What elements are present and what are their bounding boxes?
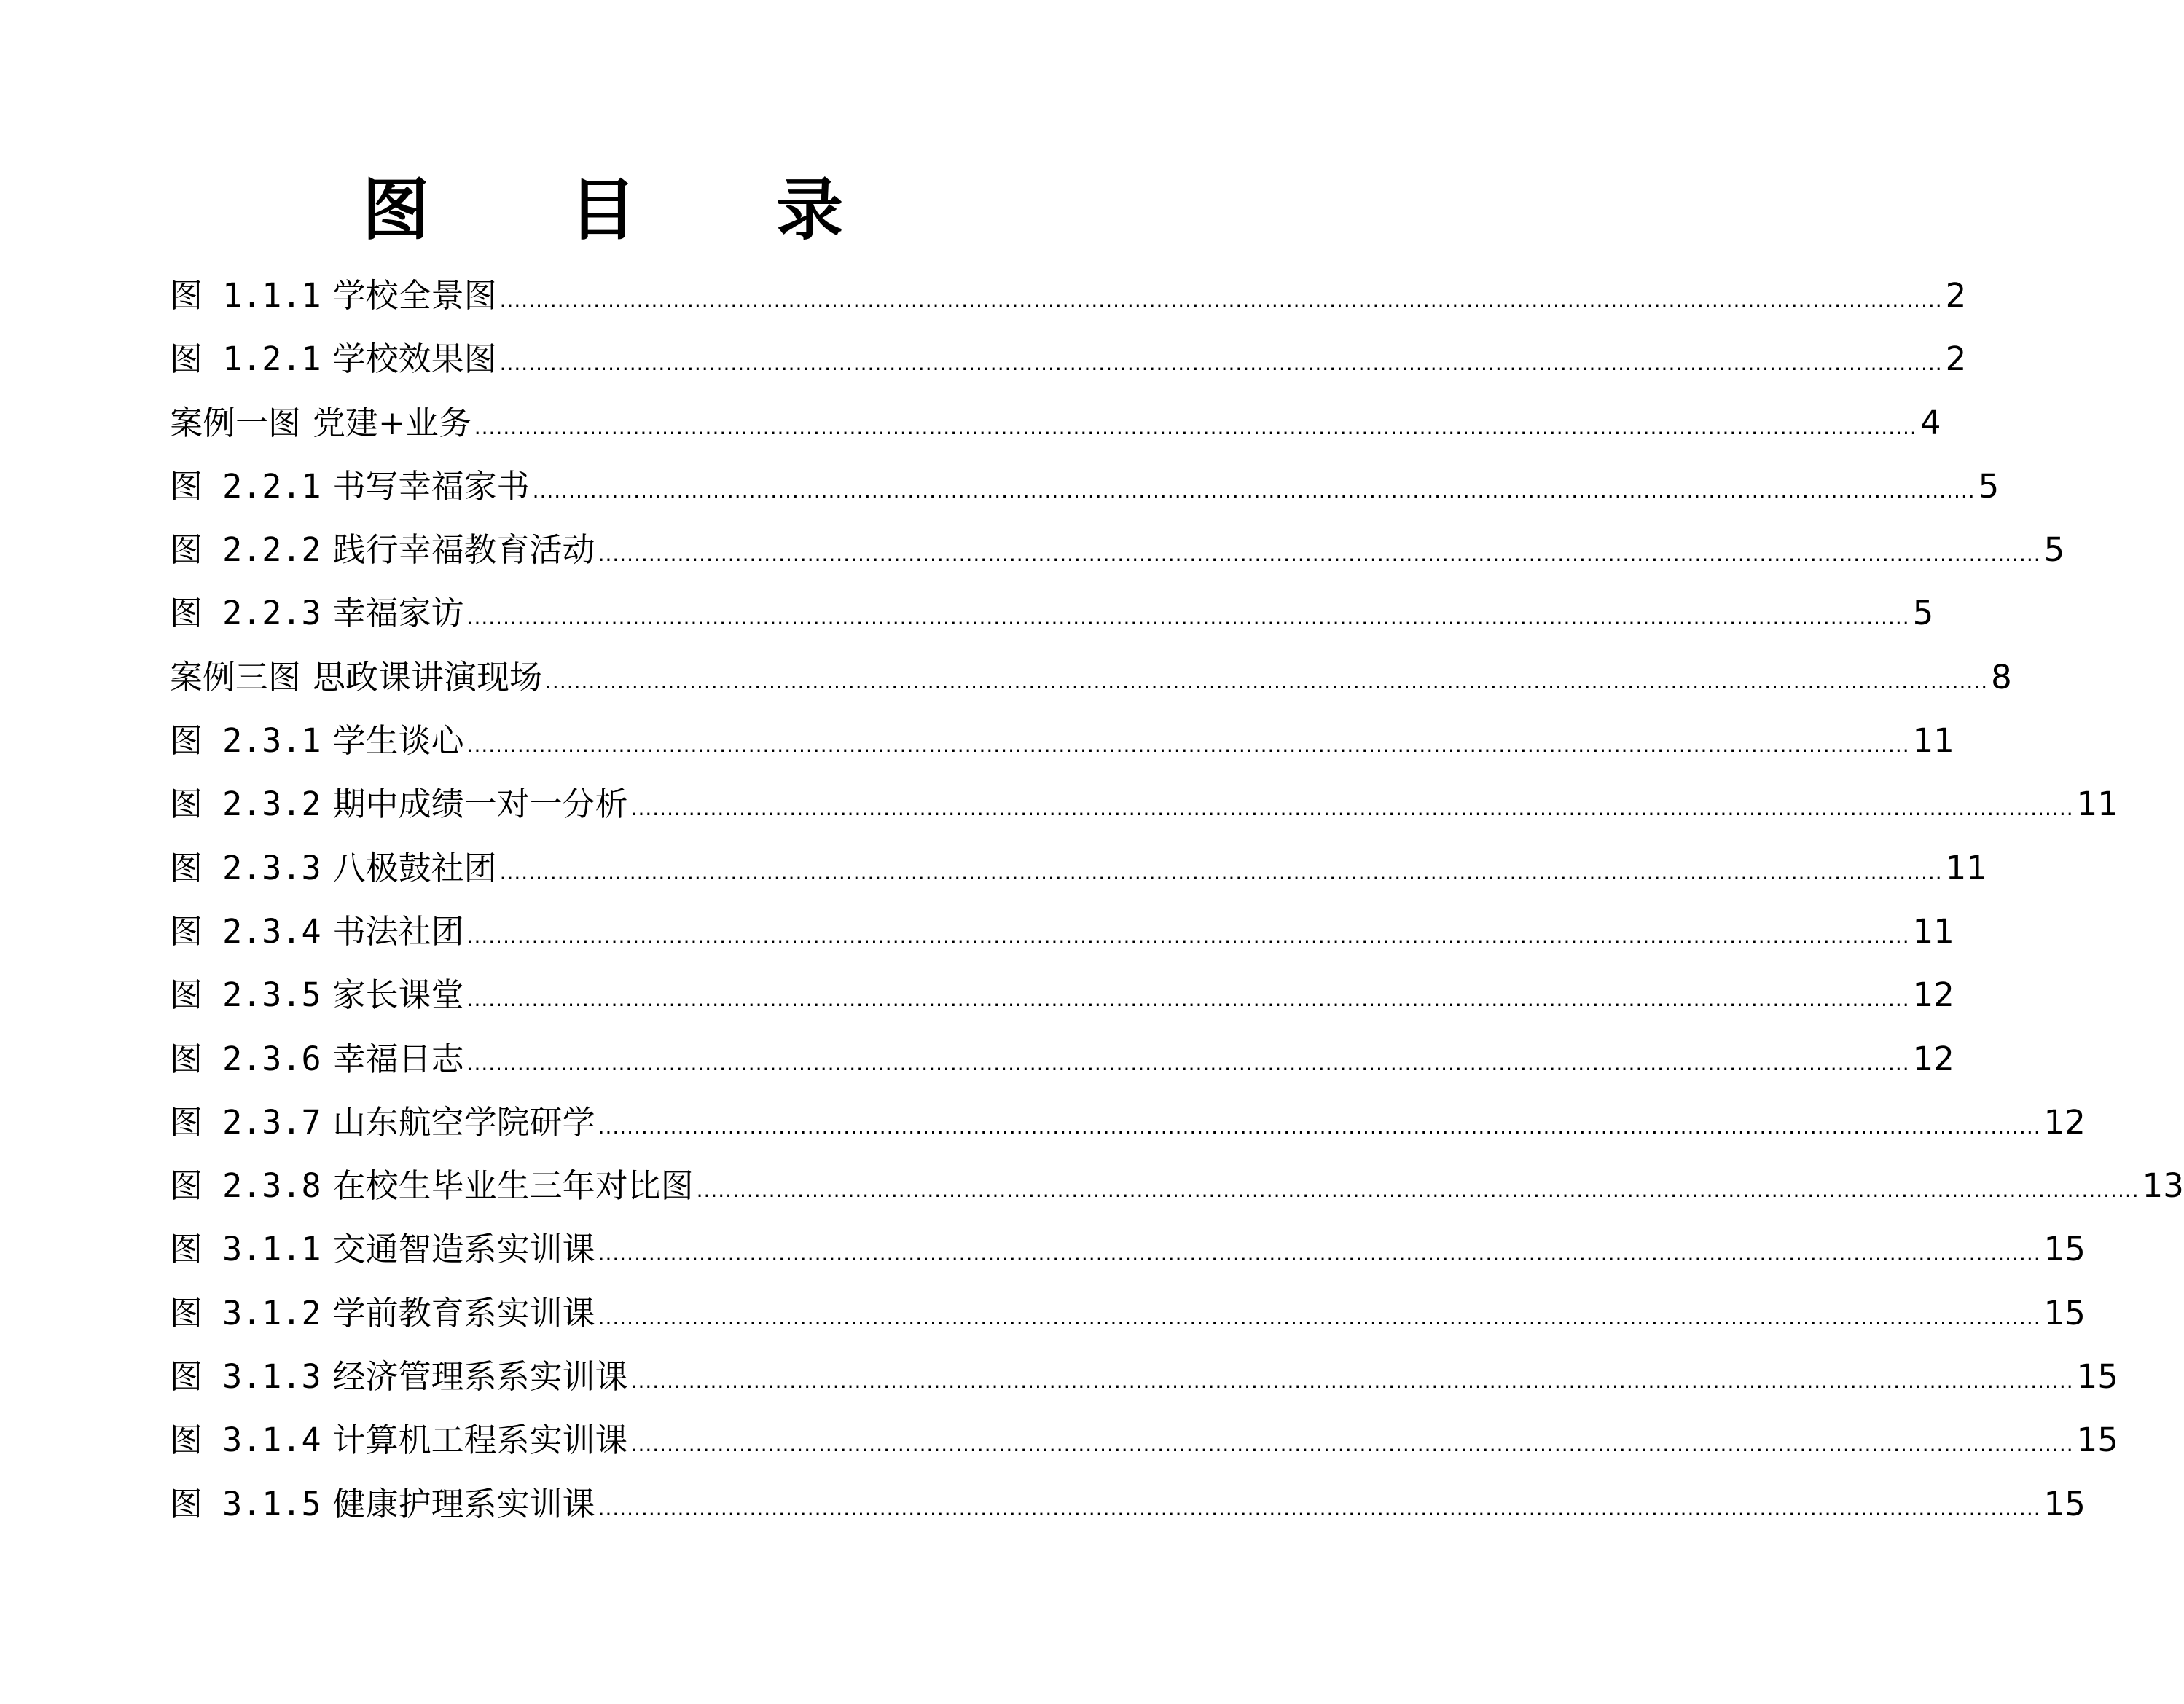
toc-entry-prefix: 图 3.1.2 — [170, 1293, 321, 1332]
toc-entry[interactable] — [170, 645, 2012, 709]
toc-entry[interactable] — [170, 1154, 2184, 1217]
toc-entry[interactable] — [170, 836, 1987, 900]
toc-entry-page: 11 — [1912, 721, 1954, 761]
toc-entry-leader: ........................................................................................................................................................................................................ — [532, 478, 1976, 503]
toc-entry-prefix: 图 3.1.1 — [170, 1230, 321, 1269]
toc-entry[interactable] — [170, 455, 2000, 518]
toc-entry-title: 经济管理系系实训课 — [332, 1357, 628, 1397]
toc-entry[interactable] — [170, 1472, 2086, 1536]
toc-entry-title: 党建+业务 — [313, 403, 471, 442]
toc-entry-title: 书法社团 — [332, 911, 464, 951]
toc-entry-title: 八极鼓社团 — [332, 848, 497, 887]
toc-entry[interactable] — [170, 900, 1954, 963]
toc-entry-leader: ........................................................................................................................................................................................................ — [466, 733, 1910, 758]
toc-entry[interactable] — [170, 327, 1967, 390]
toc-entry-leader: ........................................................................................................................................................................................................ — [598, 1305, 2041, 1330]
toc-entry-prefix: 图 2.2.3 — [170, 594, 321, 633]
page-title: 图 目 录 — [361, 170, 902, 249]
toc-entry-leader: ........................................................................................................................................................................................................ — [466, 1051, 1910, 1075]
toc-entry-page: 15 — [2076, 1421, 2118, 1460]
toc-entry-page: 2 — [1945, 339, 1967, 379]
toc-entry-prefix: 图 2.2.1 — [170, 466, 321, 506]
toc-entry-label — [170, 264, 497, 327]
toc-entry-prefix: 图 2.3.5 — [170, 975, 321, 1015]
toc-entry-title: 学校全景图 — [332, 276, 497, 315]
toc-entry[interactable] — [170, 1217, 2086, 1281]
toc-entry-page: 4 — [1919, 403, 1941, 442]
toc-entry-title: 学生谈心 — [332, 721, 464, 761]
toc-entry-prefix: 案例三图 — [170, 657, 302, 696]
toc-entry-label — [170, 772, 628, 836]
toc-entry-title: 期中成绩一对一分析 — [332, 785, 628, 824]
toc-entry-label — [170, 1091, 595, 1154]
toc-entry-title: 学校效果图 — [332, 339, 497, 379]
figure-list — [170, 264, 2184, 1536]
toc-entry-leader: ........................................................................................................................................................................................................ — [630, 1369, 2074, 1394]
toc-entry-label — [170, 709, 464, 772]
toc-entry-title: 交通智造系实训课 — [332, 1230, 595, 1269]
toc-entry-prefix: 图 2.3.1 — [170, 721, 321, 761]
toc-entry[interactable] — [170, 1281, 2086, 1345]
toc-entry[interactable] — [170, 772, 2118, 836]
toc-entry-label — [170, 1217, 595, 1281]
toc-entry-label — [170, 327, 497, 390]
toc-entry-label — [170, 645, 542, 709]
toc-entry-prefix: 图 1.1.1 — [170, 276, 321, 315]
toc-entry-prefix: 图 3.1.3 — [170, 1357, 321, 1397]
toc-entry-label — [170, 455, 530, 518]
toc-entry[interactable] — [170, 518, 2065, 581]
toc-entry-leader: ........................................................................................................................................................................................................ — [499, 351, 1943, 376]
toc-entry-page: 13 — [2142, 1166, 2184, 1206]
toc-entry-leader: ........................................................................................................................................................................................................ — [474, 415, 1917, 439]
toc-entry-leader: ........................................................................................................................................................................................................ — [598, 1114, 2041, 1139]
toc-entry-label — [170, 1281, 595, 1345]
toc-entry[interactable] — [170, 709, 1954, 772]
toc-entry-leader: ........................................................................................................................................................................................................ — [630, 1432, 2074, 1457]
toc-entry-prefix: 图 2.2.2 — [170, 530, 321, 570]
toc-entry-page: 5 — [1912, 594, 1934, 633]
toc-entry-page: 12 — [1912, 1039, 1954, 1078]
toc-entry-prefix: 图 2.3.6 — [170, 1039, 321, 1078]
toc-entry[interactable] — [170, 581, 1934, 645]
toc-entry-title: 在校生毕业生三年对比图 — [332, 1166, 694, 1206]
toc-entry-label — [170, 900, 464, 963]
toc-entry-leader: ........................................................................................................................................................................................................ — [598, 542, 2041, 567]
toc-entry-label — [170, 1472, 595, 1536]
toc-entry-title: 健康护理系实训课 — [332, 1484, 595, 1523]
toc-entry-page: 2 — [1945, 276, 1967, 315]
toc-entry-prefix: 图 1.2.1 — [170, 339, 321, 379]
toc-entry[interactable] — [170, 264, 1967, 327]
toc-entry-leader: ........................................................................................................................................................................................................ — [630, 796, 2074, 821]
toc-entry-label — [170, 836, 497, 900]
toc-entry-page: 15 — [2043, 1293, 2086, 1332]
toc-entry-page: 5 — [2043, 530, 2065, 570]
toc-entry-page: 11 — [1912, 911, 1954, 951]
toc-entry-label — [170, 581, 464, 645]
toc-entry-title: 书写幸福家书 — [332, 466, 530, 506]
toc-entry-label — [170, 518, 595, 581]
toc-entry-prefix: 图 2.3.7 — [170, 1102, 321, 1142]
toc-entry-prefix: 图 2.3.8 — [170, 1166, 321, 1206]
toc-entry-leader: ........................................................................................................................................................................................................ — [466, 923, 1910, 948]
toc-entry-page: 5 — [1978, 466, 2000, 506]
toc-entry-title: 幸福家访 — [332, 594, 464, 633]
toc-entry-title: 践行幸福教育活动 — [332, 530, 595, 570]
toc-entry[interactable] — [170, 1027, 1954, 1091]
toc-entry-label — [170, 1345, 628, 1408]
toc-entry-leader: ........................................................................................................................................................................................................ — [598, 1241, 2041, 1266]
toc-entry[interactable] — [170, 1091, 2086, 1154]
toc-entry-prefix: 图 3.1.4 — [170, 1421, 321, 1460]
toc-entry-leader: ........................................................................................................................................................................................................ — [545, 669, 1989, 694]
toc-entry-title: 山东航空学院研学 — [332, 1102, 595, 1142]
toc-entry-title: 学前教育系实训课 — [332, 1293, 595, 1332]
toc-entry-leader: ........................................................................................................................................................................................................ — [499, 288, 1943, 312]
toc-entry-page: 15 — [2043, 1484, 2086, 1523]
toc-entry[interactable] — [170, 1408, 2118, 1472]
toc-entry-page: 8 — [1991, 657, 2012, 696]
toc-entry-leader: ........................................................................................................................................................................................................ — [696, 1178, 2140, 1203]
toc-entry-page: 11 — [1945, 848, 1987, 887]
toc-entry[interactable] — [170, 963, 1954, 1026]
toc-entry[interactable] — [170, 1345, 2118, 1408]
toc-entry-prefix: 案例一图 — [170, 403, 302, 442]
toc-entry-label — [170, 1154, 694, 1217]
toc-entry-label — [170, 963, 464, 1026]
toc-entry-prefix: 图 3.1.5 — [170, 1484, 321, 1523]
toc-entry-leader: ........................................................................................................................................................................................................ — [466, 605, 1910, 630]
toc-entry-label — [170, 1408, 628, 1472]
toc-entry-page: 12 — [2043, 1102, 2086, 1142]
toc-entry-title: 思政课讲演现场 — [313, 657, 543, 696]
toc-entry[interactable] — [170, 391, 1941, 455]
toc-entry-page: 12 — [1912, 975, 1954, 1015]
toc-entry-leader: ........................................................................................................................................................................................................ — [466, 987, 1910, 1012]
toc-entry-leader: ........................................................................................................................................................................................................ — [598, 1496, 2041, 1520]
toc-entry-page: 15 — [2043, 1230, 2086, 1269]
toc-entry-prefix: 图 2.3.2 — [170, 785, 321, 824]
toc-entry-page: 11 — [2076, 785, 2118, 824]
toc-entry-label — [170, 1027, 464, 1091]
toc-entry-page: 15 — [2076, 1357, 2118, 1397]
toc-entry-title: 家长课堂 — [332, 975, 464, 1015]
toc-entry-leader: ........................................................................................................................................................................................................ — [499, 860, 1943, 884]
toc-entry-prefix: 图 2.3.3 — [170, 848, 321, 887]
toc-entry-title: 幸福日志 — [332, 1039, 464, 1078]
toc-entry-prefix: 图 2.3.4 — [170, 911, 321, 951]
toc-entry-label — [170, 391, 471, 455]
toc-entry-title: 计算机工程系实训课 — [332, 1421, 628, 1460]
